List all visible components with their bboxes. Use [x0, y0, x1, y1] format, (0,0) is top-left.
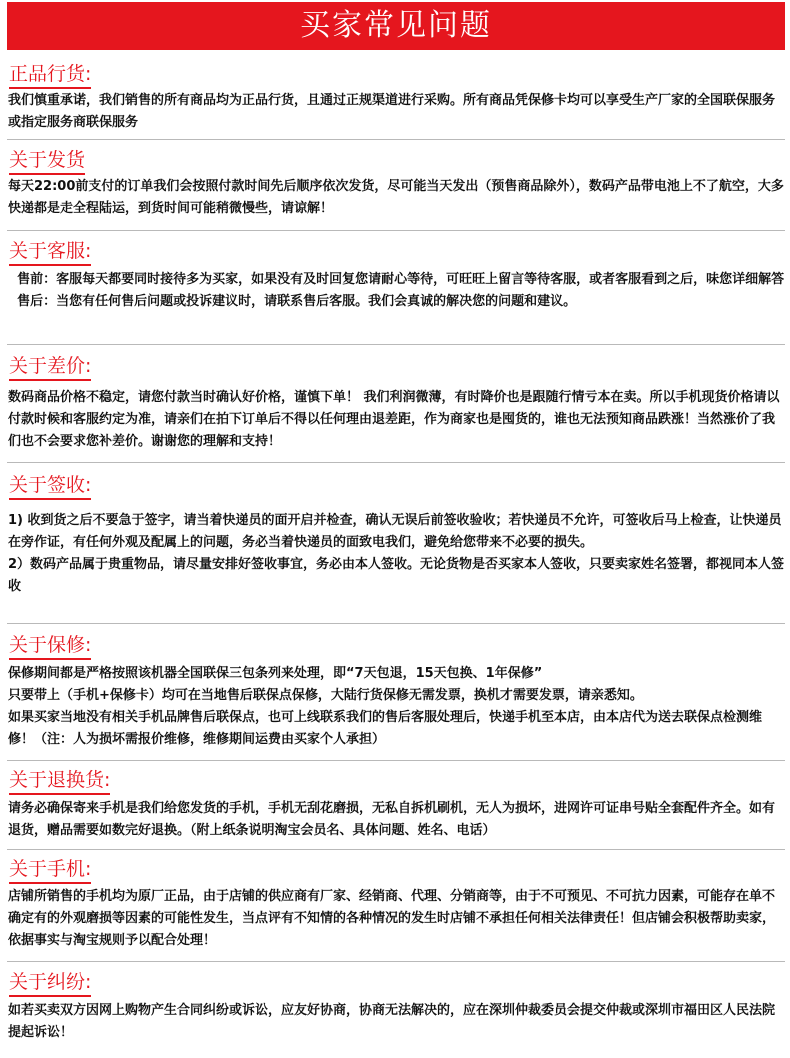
paragraph: 每天22:00前支付的订单我们会按照付款时间先后顺序依次发货，尽可能当天发出（预售商品除外），数码产品带电池上不了航空，大多快递都是走全程陆运，到货时间可能稍微慢些，请谅解！: [8, 179, 784, 216]
paragraph: 请务必确保寄来手机是我们给您发货的手机，手机无刮花磨损，无私自拆机刷机，无人为损坏，进网许可证串号贴全套配件齐全。如有退货，赠品需要如数完好退换。（附上纸条说明淘宝会员名、具体问题、姓名、电话）: [8, 801, 776, 838]
paragraph-aftersale: 售后：当您有任何售后问题或投诉建议时，请联系售后客服。我们会真诚的解决您的问题和建议。: [8, 294, 577, 309]
divider: [7, 760, 785, 761]
section-title: 关于退换货:: [9, 768, 110, 795]
paragraph: 2）数码产品属于贵重物品，请尽量安排好签收事宜，务必由本人签收。无论货物是否买家本人签收，只要卖家姓名签署，都视同本人签收: [8, 557, 785, 594]
section-body: [8, 90, 786, 134]
section-body: [8, 269, 786, 313]
divider: [7, 462, 785, 463]
divider: [7, 849, 785, 850]
page-banner: [7, 2, 785, 50]
section-title: 关于手机:: [9, 857, 91, 884]
divider: [7, 139, 785, 140]
section-body: [8, 510, 786, 598]
section-body: [8, 663, 786, 751]
section-title: 正品行货:: [9, 62, 91, 89]
paragraph: 我们慎重承诺，我们销售的所有商品均为正品行货，且通过正规渠道进行采购。所有商品凭保修卡均可以享受生产厂家的全国联保服务或指定服务商联保服务: [8, 93, 776, 130]
section-title: 关于差价:: [9, 354, 91, 381]
section-title: 关于签收:: [9, 473, 91, 500]
divider: [7, 623, 785, 624]
paragraph-presale: 售前：客服每天都要同时接待多为买家，如果没有及时回复您请耐心等待，可旺旺上留言等待客服，或者客服看到之后，味您详细解答: [8, 272, 785, 287]
paragraph: 只要带上（手机+保修卡）均可在当地售后联保点保修，大陆行货保修无需发票，换机才需要发票，请亲悉知。: [8, 688, 643, 703]
paragraph: 1) 收到货之后不要急于签字，请当着快递员的面开启并检查，确认无误后前签收验收；若快递员不允许，可签收后马上检查，让快递员在旁作证，有任何外观及配属上的问题，务必当着快递员的面致电我们，避免给您带来不必要的损失。: [8, 513, 782, 550]
paragraph: 保修期间都是严格按照该机器全国联保三包条列来处理，即“7天包退，15天包换、1年保修”: [8, 666, 543, 681]
divider: [7, 961, 785, 962]
section-title: 关于客服:: [9, 239, 91, 266]
paragraph: 店铺所销售的手机均为原厂正品，由于店铺的供应商有厂家、经销商、代理、分销商等，由于不可预见、不可抗力因素，可能存在单不确定有的外观磨损等因素的可能性发生，当点评有不知情的各种情况的发生时店铺不承担任何相关法律责任！但店铺会积极帮助卖家，依据事实与淘宝规则予以配合处理！: [8, 889, 776, 948]
section-title: 关于保修:: [9, 633, 91, 660]
paragraph: 如果买家当地没有相关手机品牌售后联保点，也可上线联系我们的售后客服处理后，快递手机至本店，由本店代为送去联保点检测维修！（注：人为损坏需报价维修，维修期间运费由买家个人承担）: [8, 710, 763, 747]
section-body: [8, 176, 786, 220]
divider: [7, 230, 785, 231]
divider: [7, 344, 785, 345]
section-body: [8, 798, 786, 842]
section-body: [8, 1000, 786, 1044]
paragraph: 如若买卖双方因网上购物产生合同纠纷或诉讼，应友好协商，协商无法解决的，应在深圳仲裁委员会提交仲裁或深圳市福田区人民法院提起诉讼！: [8, 1003, 776, 1040]
section-title: 关于发货: [9, 148, 85, 175]
section-title: 关于纠纷:: [9, 970, 91, 997]
section-body: [8, 387, 786, 453]
paragraph: 数码商品价格不稳定，请您付款当时确认好价格，谨慎下单！ 我们利润微薄，有时降价也是跟随行情亏本在卖。所以手机现货价格请以付款时候和客服约定为准，请亲们在拍下订单后不得以任何理由退差距，作为商家也是囤货的，谁也无法预知商品跌涨！当然涨价了我们也不会要求您补差价。谢谢您的理解和支持！: [8, 390, 780, 449]
page-title: 买家常见问题: [300, 8, 492, 43]
section-body: [8, 886, 786, 952]
